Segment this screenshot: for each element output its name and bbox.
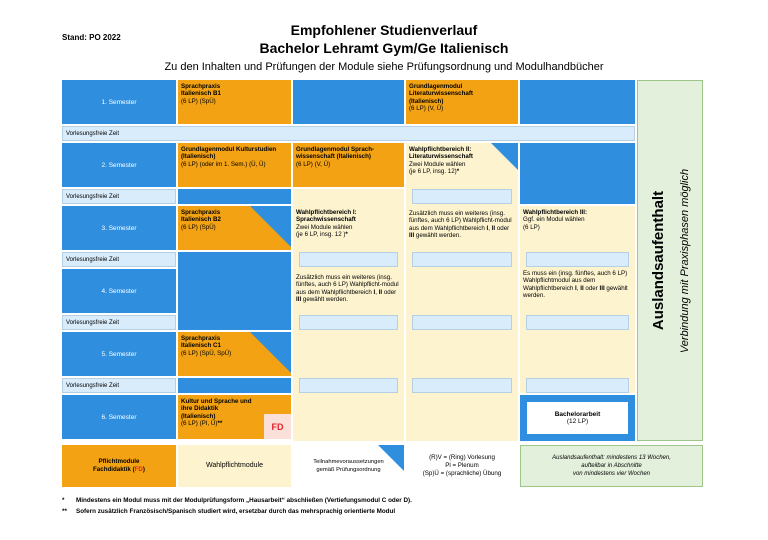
module-detail: (6 LP) (PI, Ü)	[181, 420, 218, 428]
module-wahlpflicht-1	[293, 206, 404, 250]
note-text: Es muss ein (insg. fünftes, auch 6 LP) Wahlpflichtmodul aus dem Wahlpflichtbereich	[523, 270, 628, 292]
vorlesungsfrei-row: Vorlesungsfreie Zeit	[62, 252, 176, 267]
vorlesungsfrei-row: Vorlesungsfreie Zeit	[62, 378, 176, 393]
legend-label: )	[142, 466, 145, 473]
legend-label: Fachdidaktik (	[93, 466, 135, 473]
module-title: Sprachpraxis Italienisch B2	[181, 209, 221, 224]
module-detail: (6 LP) (oder im 1. Sem.) (Ü, Ü)	[181, 160, 266, 168]
wahlpflicht-column	[406, 143, 518, 441]
vorlesungsfrei-row: Vorlesungsfreie Zeit	[62, 315, 176, 330]
note-bold: III	[599, 284, 605, 292]
note-text: ,	[375, 288, 379, 296]
module-gm-kulturstudien	[178, 143, 291, 187]
page-subtitle: Bachelor Lehramt Gym/Ge Italienisch	[259, 40, 509, 56]
legend-pflicht	[62, 445, 176, 487]
note-bold: II	[491, 224, 496, 232]
wahlpflicht-note	[520, 267, 635, 313]
module-sprachpraxis-b1	[178, 80, 291, 124]
gap-cell	[178, 189, 291, 204]
legend-fd-line	[93, 466, 145, 474]
module-title: Sprachpraxis Italienisch C1	[181, 335, 221, 350]
note-text: gewählt werden.	[301, 296, 348, 304]
module-title: Wahlpflichtbereich III:	[523, 209, 588, 216]
empty-cell	[293, 80, 404, 124]
module-gm-literaturwissenschaft	[406, 80, 518, 124]
vorlesungsfrei-slot	[412, 378, 512, 393]
module-gm-sprachwissenschaft	[293, 143, 404, 187]
semester-3-label: 3. Semester	[62, 206, 176, 250]
prerequisite-marker-legend	[378, 445, 404, 471]
vorlesungsfrei-slot	[526, 252, 629, 267]
prerequisite-marker	[250, 332, 291, 373]
gap-cell	[178, 378, 291, 393]
note-bold: I	[373, 288, 376, 296]
auslandsaufenthalt-title: Auslandsaufenthalt	[650, 190, 668, 331]
module-title: Bachelorarbeit	[554, 411, 601, 418]
semester-2-label: 2. Semester	[62, 143, 176, 187]
module-title: Wahlpflichtbereich I: Sprachwissenschaft	[296, 209, 357, 224]
stand-label: Stand: PO 2022	[62, 33, 121, 42]
module-detail: (6 LP) (V, Ü)	[296, 160, 331, 168]
empty-cell	[178, 252, 291, 330]
note-bold: II	[580, 284, 584, 292]
module-title: Wahlpflichtbereich II: Literaturwissenschaft	[409, 146, 473, 161]
footnote-mark: *	[62, 497, 65, 504]
vorlesungsfrei-slot	[299, 315, 398, 330]
auslandsaufenthalt-sub-wrap	[670, 80, 700, 441]
module-detail: (6 LP) (V, Ü)	[409, 105, 444, 113]
note-bold: III	[296, 296, 302, 304]
note-bold: I	[575, 284, 577, 292]
module-wahlpflicht-3	[520, 206, 635, 250]
note-text: gewählt werden.	[523, 284, 628, 300]
auslandsaufenthalt-subtitle: Verbindung mit Praxisphasen möglich	[679, 168, 691, 353]
footnote-text: Mindestens ein Modul muss mit der Modulprüfungsform „Hausarbeit“ abschließen (Vertiefungsmodul C oder D).	[76, 497, 412, 504]
semester-6-label: 6. Semester	[62, 395, 176, 439]
module-detail: (12 LP)	[566, 418, 589, 425]
footnote-text: Sofern zusätzlich Französisch/Spanisch studiert wird, ersetzbar durch das mehrsprachig orientierte Modul	[76, 508, 396, 515]
module-title: Grundlagenmodul Kulturstudien (Italienisch)	[181, 146, 277, 161]
vorlesungsfrei-slot	[299, 252, 398, 267]
note-bold: III	[409, 232, 415, 240]
module-title: Sprachpraxis Italienisch B1	[181, 83, 221, 98]
legend-wahlpflicht: Wahlpflichtmodule	[178, 445, 291, 487]
note-text: ,	[488, 224, 492, 232]
module-detail: Ggf. ein Modul wählen (6 LP)	[523, 216, 585, 231]
legend-abkuerzungen: (R)V = (Ring) Vorlesung Pl = Plenum (Sp)Ü = (sprachliche) Übung	[422, 454, 502, 477]
wahlpflicht-note	[406, 207, 518, 249]
vorlesungsfrei-row: Vorlesungsfreie Zeit	[62, 126, 635, 141]
footnote-mark: *	[456, 168, 460, 176]
note-text: oder	[495, 224, 510, 232]
empty-cell	[520, 143, 635, 204]
footnote-2	[62, 508, 395, 515]
vorlesungsfrei-slot	[299, 378, 398, 393]
vorlesungsfrei-slot	[526, 378, 629, 393]
wahlpflicht-note	[293, 271, 404, 313]
semester-1-label: 1. Semester	[62, 80, 176, 124]
footnote-mark: **	[62, 508, 67, 515]
vorlesungsfrei-slot	[412, 189, 512, 204]
vorlesungsfrei-slot	[412, 315, 512, 330]
info-line: Zu den Inhalten und Prüfungen der Module siehe Prüfungsordnung und Modulhandbücher	[164, 61, 604, 73]
vorlesungsfrei-row: Vorlesungsfreie Zeit	[62, 189, 176, 204]
fd-badge: FD	[264, 414, 291, 439]
module-title: Grundlagenmodul Sprach- wissenschaft (Italienisch)	[296, 146, 375, 161]
module-detail: (6 LP) (SpÜ)	[181, 97, 216, 105]
note-text: oder	[382, 288, 397, 296]
legend-teilnahme: Teilnahmevoraussetzungen gemäß Prüfungsordnung	[313, 459, 384, 473]
note-bold: I	[486, 224, 489, 232]
note-text: oder	[583, 284, 600, 292]
legend-fd: FD	[134, 466, 143, 473]
prerequisite-marker	[250, 206, 291, 247]
note-text: Zusätzlich muss ein weiteres (insg. fünftes, auch 6 LP) Wahlpflicht-modul aus dem Wahlpflichtbereich	[409, 210, 512, 232]
footnote-mark: *	[345, 231, 348, 239]
note-bold: II	[378, 288, 383, 296]
module-detail: Zwei Module wählen (je 6 LP, insg. 12 )	[296, 223, 353, 239]
module-detail: Zwei Module wählen (je 6 LP, insg. 12)	[409, 160, 466, 176]
legend-auslandsaufenthalt: Auslandsaufenthalt: mindestens 13 Wochen, aufteilbar in Abschnitte von mindestens vier Wochen	[520, 445, 703, 487]
module-wahlpflicht-2	[406, 143, 506, 187]
vorlesungsfrei-slot	[412, 252, 512, 267]
empty-cell	[520, 80, 635, 124]
note-text: gewählt werden.	[414, 232, 461, 240]
module-detail: (6 LP) (SpÜ, SpÜ)	[181, 349, 232, 357]
footnote-mark: **	[217, 420, 223, 428]
module-bachelorarbeit	[527, 402, 628, 434]
note-text: ,	[576, 284, 581, 292]
module-title: Grundlagenmodul Literaturwissenschaft (Italienisch)	[409, 83, 473, 105]
vorlesungsfrei-slot	[526, 315, 629, 330]
note-text: Zusätzlich muss ein weiteres (insg. fünftes, auch 6 LP) Wahlpflicht-modul aus dem Wahlpflichtbereich	[296, 274, 399, 296]
semester-5-label: 5. Semester	[62, 332, 176, 376]
page-title: Empfohlener Studienverlauf	[290, 22, 478, 38]
module-detail: (6 LP) (SpÜ)	[181, 223, 216, 231]
footnote-1	[62, 497, 412, 504]
module-title: Kultur und Sprache und ihre Didaktik (Italienisch)	[181, 398, 252, 420]
legend-label: Pflichtmodule	[98, 458, 140, 465]
semester-4-label: 4. Semester	[62, 269, 176, 313]
